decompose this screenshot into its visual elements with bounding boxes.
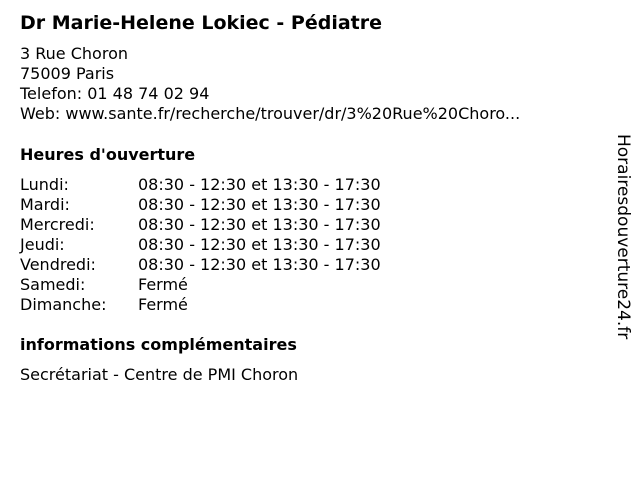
day-hours: 08:30 - 12:30 et 13:30 - 17:30 bbox=[138, 235, 381, 254]
watermark bbox=[603, 134, 640, 374]
hours-row-saturday bbox=[20, 275, 381, 295]
hours-row-friday bbox=[20, 255, 381, 275]
day-hours: 08:30 - 12:30 et 13:30 - 17:30 bbox=[138, 255, 381, 274]
hours-table bbox=[20, 175, 381, 315]
hours-row-wednesday bbox=[20, 215, 381, 235]
page-title: Dr Marie-Helene Lokiec - Pédiatre bbox=[20, 12, 383, 34]
day-hours: Fermé bbox=[138, 275, 188, 294]
day-hours: 08:30 - 12:30 et 13:30 - 17:30 bbox=[138, 215, 381, 234]
day-label: Jeudi: bbox=[20, 235, 65, 254]
hours-row-thursday bbox=[20, 235, 381, 255]
hours-row-monday bbox=[20, 175, 381, 195]
day-label: Mercredi: bbox=[20, 215, 95, 234]
day-hours: 08:30 - 12:30 et 13:30 - 17:30 bbox=[138, 175, 381, 194]
hours-row-tuesday bbox=[20, 195, 381, 215]
day-hours: 08:30 - 12:30 et 13:30 - 17:30 bbox=[138, 195, 381, 214]
day-label: Mardi: bbox=[20, 195, 70, 214]
website-link[interactable]: Web: www.sante.fr/recherche/trouver/dr/3%20Rue%20Choro... bbox=[20, 104, 521, 123]
day-label: Vendredi: bbox=[20, 255, 96, 274]
day-label: Lundi: bbox=[20, 175, 69, 194]
watermark-text: Horairesdouverture24.fr bbox=[613, 134, 633, 340]
address-city: 75009 Paris bbox=[20, 64, 115, 83]
day-label: Samedi: bbox=[20, 275, 86, 294]
address-block bbox=[20, 44, 520, 124]
hours-heading: Heures d'ouverture bbox=[20, 145, 196, 164]
day-label: Dimanche: bbox=[20, 295, 107, 314]
info-heading: informations complémentaires bbox=[20, 335, 297, 354]
phone-number: Telefon: 01 48 74 02 94 bbox=[20, 84, 210, 103]
hours-row-sunday bbox=[20, 295, 381, 315]
info-text: Secrétariat - Centre de PMI Choron bbox=[20, 365, 299, 384]
address-street: 3 Rue Choron bbox=[20, 44, 128, 63]
day-hours: Fermé bbox=[138, 295, 188, 314]
